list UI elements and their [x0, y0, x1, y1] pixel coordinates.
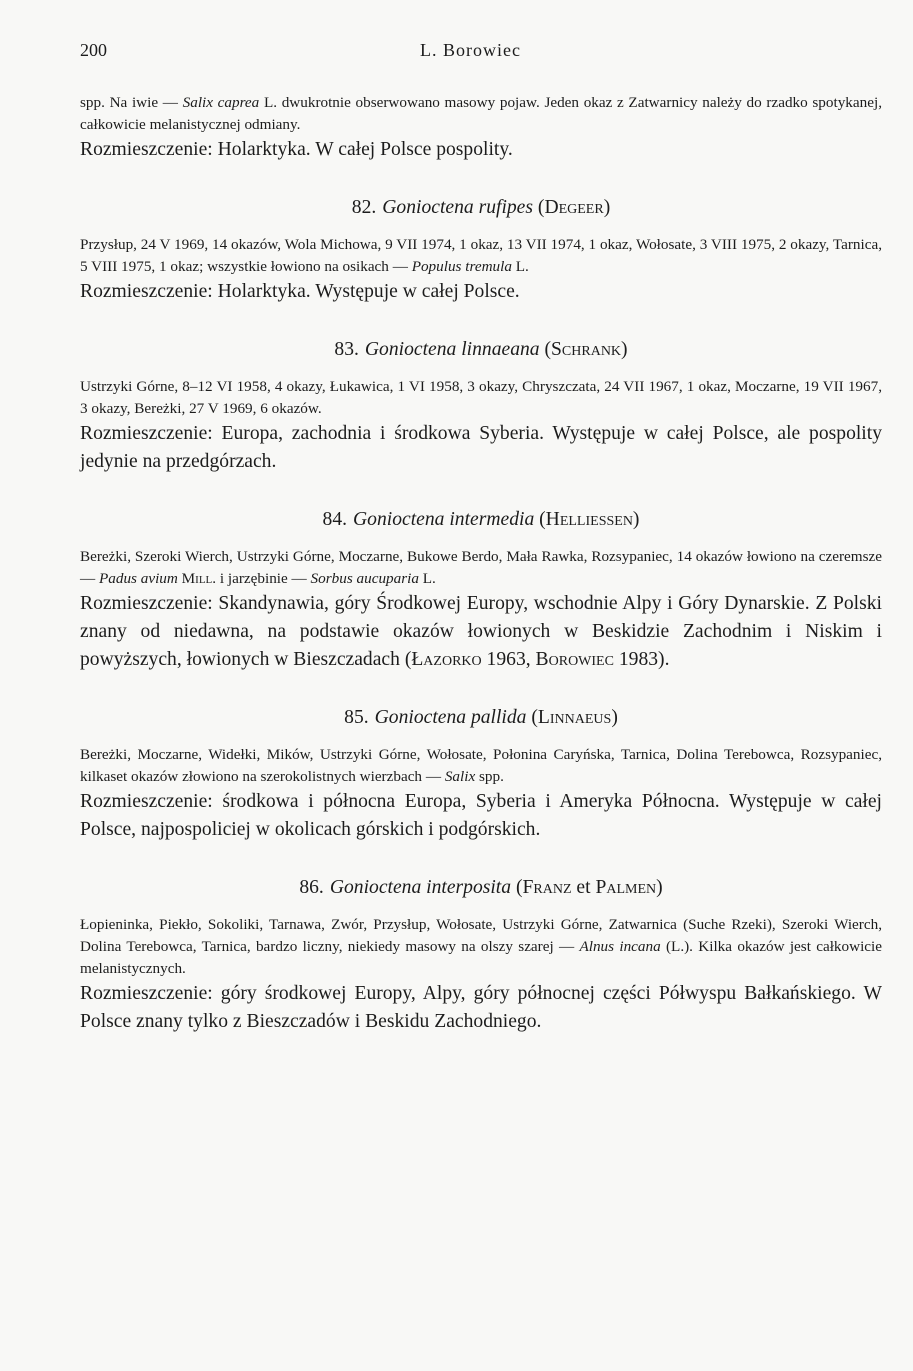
page-header — [80, 40, 882, 66]
species-author: (Franz — [515, 877, 572, 898]
species-heading: 85. Gonioctena pallida (Linnaeus) — [344, 707, 618, 728]
species-author: (Degeer) — [537, 197, 611, 218]
species-name: Gonioctena intermedia — [353, 509, 535, 530]
page-number: 200 — [80, 40, 107, 60]
species-heading: 83. Gonioctena linnaeana (Schrank) — [334, 339, 628, 360]
running-head: L. Borowiec — [420, 40, 521, 60]
species-author: (Linnaeus) — [531, 707, 618, 728]
reference-author: Łazorko — [411, 649, 482, 670]
species-records: Bereżki, Moczarne, Widełki, Mików, Ustrzyki Górne, Wołosate, Połonina Caryńska, Tarnica, Dolina Terebowca, Rozsypaniec, kilkaset okazów złowiono na szerokolistnych wierzbach — Salix spp. — [80, 746, 882, 785]
species-records: Bereżki, Szeroki Wierch, Ustrzyki Górne, Moczarne, Bukowe Berdo, Mała Rawka, Rozsypaniec, 14 okazów łowiono na czeremsze — Padus avium Mill. i jarzębinie — Sorbus aucuparia L. — [80, 548, 882, 587]
species-distribution: Rozmieszczenie: Skandynawia, góry Środkowej Europy, wschodnie Alpy i Góry Dynarskie. Z Polski znany od niedawna, na podstawie okazów łowionych w Beskidzie Zachodnim i Niskim i powyższych, łowionych w Bieszczadach (Łazorko 1963, Borowiec 1983). — [80, 593, 882, 670]
species-author: Palmen) — [595, 877, 663, 898]
species-distribution: Rozmieszczenie: góry środkowej Europy, Alpy, góry północnej części Półwyspu Bałkańskiego. W Polsce znany tylko z Bieszczadów i Beskidu Zachodniego. — [80, 983, 882, 1032]
intro-paragraph — [80, 92, 882, 164]
species-name: Gonioctena linnaeana — [364, 339, 540, 360]
intro-records: spp. Na iwie — Salix caprea L. dwukrotnie obserwowano masowy pojaw. Jeden okaz z Zatwarnicy należy do rzadko spotykanej, całkowicie melanistycznej odmiany. — [80, 94, 882, 133]
species-distribution: Rozmieszczenie: Europa, zachodnia i środkowa Syberia. Występuje w całej Polsce, ale pospolity jedynie na przedgórzach. — [80, 423, 882, 472]
plant-name: Padus avium — [98, 570, 178, 587]
species-84 — [80, 506, 882, 674]
species-distribution: Rozmieszczenie: środkowa i północna Europa, Syberia i Ameryka Północna. Występuje w całej Polsce, najpospoliciej w okolicach górskich i podgórskich. — [80, 791, 882, 840]
plant-name: Salix — [444, 768, 476, 785]
species-name: Gonioctena pallida — [374, 707, 527, 728]
species-86 — [80, 874, 882, 1036]
species-author: (Schrank) — [544, 339, 628, 360]
intro-distribution: Rozmieszczenie: Holarktyka. W całej Polsce pospolity. — [80, 139, 513, 160]
plant-name: Salix caprea — [182, 94, 260, 111]
species-82 — [80, 194, 882, 306]
page — [80, 40, 882, 1036]
species-name: Gonioctena interposita — [329, 877, 512, 898]
species-heading: 86. Gonioctena interposita (Franz et Palmen) — [299, 877, 663, 898]
species-records: Łopieninka, Piekło, Sokoliki, Tarnawa, Zwór, Przysłup, Wołosate, Ustrzyki Górne, Zatwarnica (Suche Rzeki), Szeroki Wierch, Dolina Terebowca, Tarnica, bardzo liczny, niekiedy masowy na olszy szarej — Alnus incana (L.). Kilka okazów jest całkowicie melanistycznych. — [80, 916, 883, 977]
plant-name: Sorbus aucuparia — [310, 570, 419, 587]
plant-name: Alnus incana — [579, 938, 661, 955]
species-distribution: Rozmieszczenie: Holarktyka. Występuje w całej Polsce. — [80, 281, 520, 302]
reference-author: Borowiec — [535, 649, 614, 670]
species-85 — [80, 704, 882, 844]
species-heading: 84. Gonioctena intermedia (Helliessen) — [322, 509, 640, 530]
species-heading: 82. Gonioctena rufipes (Degeer) — [351, 197, 611, 218]
species-author: (Helliessen) — [539, 509, 640, 530]
species-records: Przysłup, 24 V 1969, 14 okazów, Wola Michowa, 9 VII 1974, 1 okaz, 13 VII 1974, 1 okaz, Wołosate, 3 VIII 1975, 2 okazy, Tarnica, 5 VIII 1975, 1 okaz; wszystkie łowiono na osikach — Populus tremula L. — [80, 236, 882, 275]
species-name: Gonioctena rufipes — [382, 197, 534, 218]
plant-name: Populus tremula — [411, 258, 512, 275]
species-83 — [80, 336, 882, 476]
species-records: Ustrzyki Górne, 8–12 VI 1958, 4 okazy, Łukawica, 1 VI 1958, 3 okazy, Chryszczata, 24 VII 1967, 1 okaz, Moczarne, 19 VII 1967, 3 okazy, Bereżki, 27 V 1969, 6 okazów. — [80, 378, 882, 417]
